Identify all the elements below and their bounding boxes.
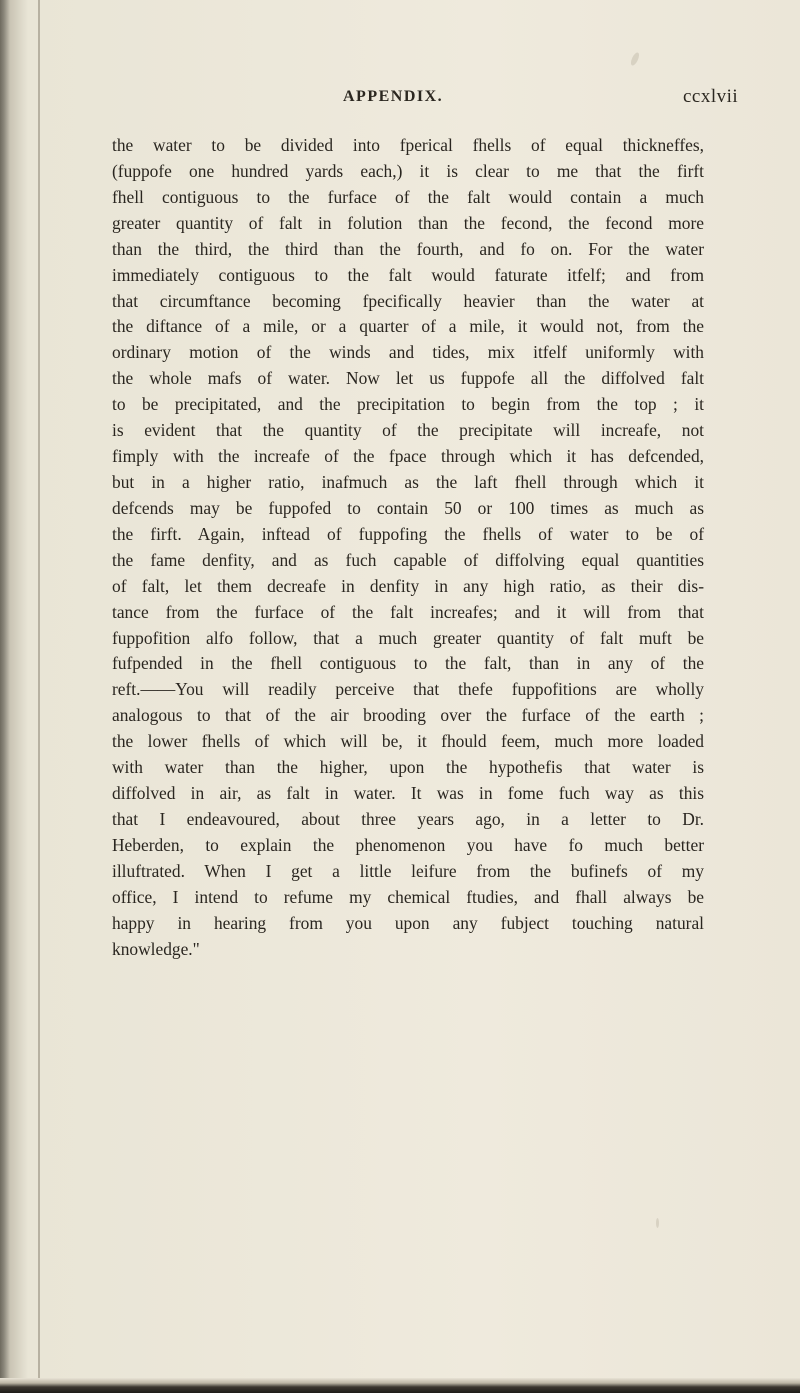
text-line: than the third, the third than the fourth, and fo on. For the water bbox=[112, 238, 704, 259]
page-number: ccxlvii bbox=[683, 86, 739, 107]
text-line: reft.——You will readily perceive that thefe fuppofitions are wholly bbox=[112, 679, 704, 700]
text-line: but in a higher ratio, inafmuch as the laft fhell through which it bbox=[112, 471, 704, 492]
text-line: (fuppofe one hundred yards each,) it is clear to me that the firft bbox=[112, 160, 704, 181]
text-line: fimply with the increafe of the fpace through which it has defcended, bbox=[112, 446, 704, 467]
text-line: Heberden, to explain the phenomenon you have fo much better bbox=[112, 834, 704, 855]
page-header bbox=[0, 88, 800, 118]
text-line: illuftrated. When I get a little leifure from the bufinefs of my bbox=[112, 860, 704, 881]
text-line: defcends may be fuppofed to contain 50 or 100 times as much as bbox=[112, 497, 704, 518]
text-line: with water than the higher, upon the hypothefis that water is bbox=[112, 757, 704, 778]
text-line: that circumftance becoming fpecifically heavier than the water at bbox=[112, 290, 704, 311]
running-head: APPENDIX. bbox=[343, 88, 444, 105]
text-line: tance from the furface of the falt increafes; and it will from that bbox=[112, 601, 704, 622]
text-line: fuppofition alfo follow, that a much greater quantity of falt muft be bbox=[112, 627, 704, 648]
text-line: greater quantity of falt in folution than the fecond, the fecond more bbox=[112, 212, 704, 233]
text-line: fufpended in the fhell contiguous to the falt, than in any of the bbox=[112, 653, 704, 674]
body-text bbox=[112, 133, 704, 963]
text-line: knowledge." bbox=[112, 938, 200, 959]
text-line: the water to be divided into fperical fhells of equal thickneffes, bbox=[112, 135, 704, 155]
text-line: ordinary motion of the winds and tides, mix itfelf uniformly with bbox=[112, 342, 704, 363]
text-line: that I endeavoured, about three years ago, in a letter to Dr. bbox=[112, 808, 704, 829]
text-line: of falt, let them decreafe in denfity in any high ratio, as their dis- bbox=[112, 575, 704, 596]
text-line: diffolved in air, as falt in water. It was in fome fuch way as this bbox=[112, 783, 704, 804]
text-line: is evident that the quantity of the precipitate will increafe, not bbox=[112, 420, 704, 441]
text-line: fhell contiguous to the furface of the falt would contain a much bbox=[112, 186, 704, 207]
binding-shadow bbox=[38, 0, 40, 1393]
text-line: the diftance of a mile, or a quarter of a mile, it would not, from the bbox=[112, 316, 704, 337]
text-line: the whole mafs of water. Now let us fuppofe all the diffolved falt bbox=[112, 368, 704, 389]
text-line: the firft. Again, inftead of fuppofing the fhells of water to be of bbox=[112, 523, 704, 544]
text-line: to be precipitated, and the precipitation to begin from the top ; it bbox=[112, 394, 704, 415]
text-line: the fame denfity, and as fuch capable of diffolving equal quantities bbox=[112, 549, 704, 570]
ink-smudge bbox=[656, 1218, 659, 1228]
text-line: office, I intend to refume my chemical ftudies, and fhall always be bbox=[112, 886, 704, 907]
text-line: the lower fhells of which will be, it fhould feem, much more loaded bbox=[112, 731, 704, 752]
page-bottom-edge bbox=[0, 1378, 800, 1393]
text-line: happy in hearing from you upon any fubject touching natural bbox=[112, 912, 704, 933]
text-line: immediately contiguous to the falt would faturate itfelf; and from bbox=[112, 264, 704, 285]
text-line: analogous to that of the air brooding over the furface of the earth ; bbox=[112, 705, 704, 726]
